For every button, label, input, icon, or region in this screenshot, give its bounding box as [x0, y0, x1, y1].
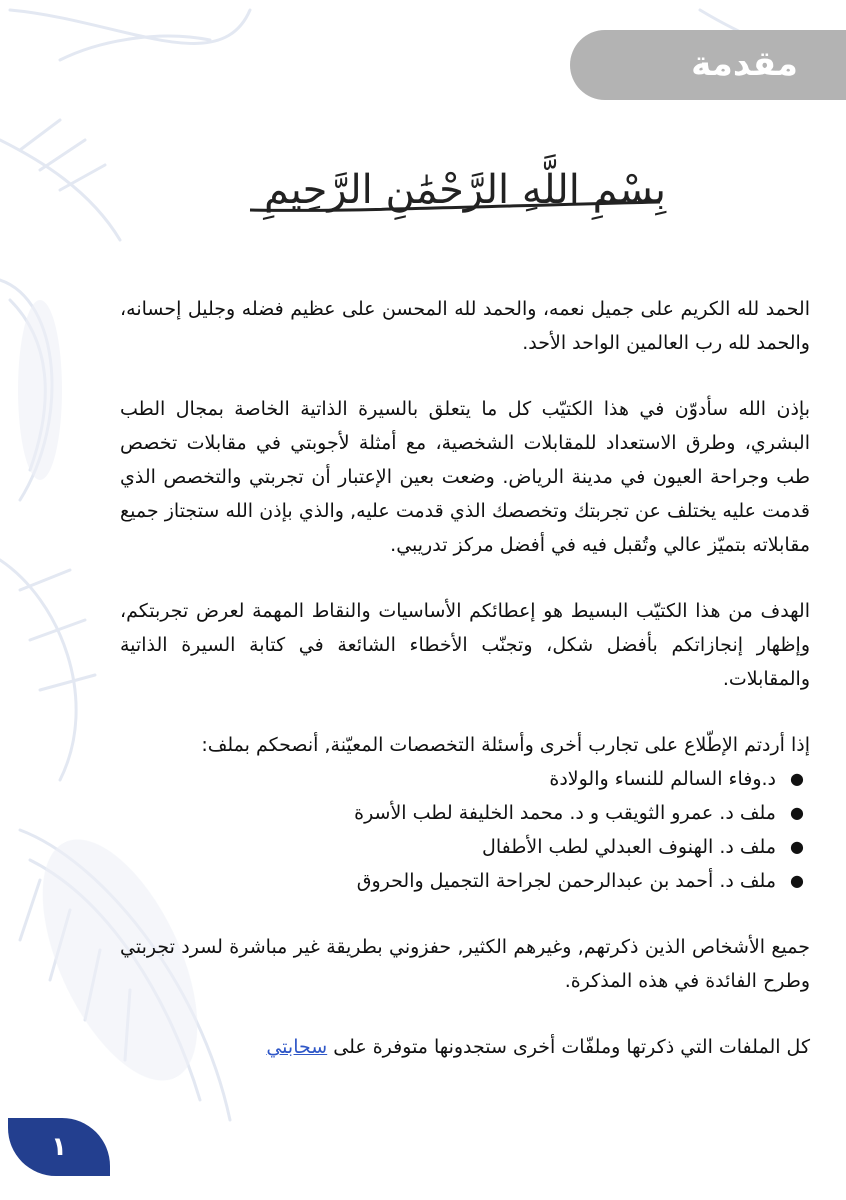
list-item — [120, 796, 804, 830]
list-item-text: ملف د. الهنوف العبدلي لطب الأطفال — [482, 836, 776, 858]
references-list — [120, 762, 810, 898]
paragraph-purpose: بإذن الله سأدوّن في هذا الكتيّب كل ما يتعلق بالسيرة الذاتية الخاصة بمجال الطب البشري، وطرق الاستعداد للمقابلات الشخصية، مع أمثلة لأجوبتي في مقابلات تخصص طب وجراحة العيون في مدينة الرياض. وضعت بعين الإعتبار أن تجربتي والتخصص الذي قدمت عليه يختلف عن تجربتك وتخصصك الذي قدمت عليه, والذي بإذن الله ستجتاز جميع مقابلاته بتميّز عالي وتُقبل فيه في أفضل مركز تدريبي. — [120, 398, 810, 556]
list-item — [120, 864, 804, 898]
list-item — [120, 762, 804, 796]
cloud-link[interactable]: سحابتي — [266, 1036, 328, 1058]
section-title: مقدمة — [691, 44, 798, 84]
list-item-text: د.وفاء السالم للنساء والولادة — [549, 768, 776, 790]
bullet-icon: ● — [790, 871, 804, 890]
paragraph-praise: الحمد لله الكريم على جميل نعمه، والحمد لله المحسن على عظيم فضله وجليل إحسانه، والحمد لله رب العالمين الواحد الأحد. — [120, 298, 810, 354]
list-item-text: ملف د. عمرو الثويقب و د. محمد الخليفة لطب الأسرة — [354, 802, 776, 824]
section-title-tab — [570, 30, 846, 100]
basmala-text: بِسْمِ اللَّهِ الرَّحْمَٰنِ الرَّحِيمِ — [263, 167, 667, 213]
bullet-icon: ● — [790, 769, 804, 788]
files-text: كل الملفات التي ذكرتها وملفّات أخرى ستجدونها متوفرة على — [327, 1036, 810, 1058]
paragraph-goal: الهدف من هذا الكتيّب البسيط هو إعطائكم الأساسيات والنقاط المهمة لعرض تجربتكم، وإظهار إنجازاتكم بأفضل شكل، وتجنّب الأخطاء الشائعة في كتابة السيرة الذاتية والمقابلات. — [120, 600, 810, 690]
page-number: ١ — [51, 1132, 67, 1162]
bullet-icon: ● — [790, 803, 804, 822]
bullet-icon: ● — [790, 837, 804, 856]
leaf-watermark-icon — [18, 300, 62, 480]
list-item-text: ملف د. أحمد بن عبدالرحمن لجراحة التجميل والحروق — [356, 870, 776, 892]
basmala-calligraphy — [230, 140, 700, 240]
intro-content — [120, 292, 810, 1096]
list-item — [120, 830, 804, 864]
paragraph-thanks: جميع الأشخاص الذين ذكرتهم, وغيرهم الكثير, حفزوني بطريقة غير مباشرة لسرد تجربتي وطرح الفائدة في هذه المذكرة. — [120, 936, 810, 992]
paragraph-files — [120, 1030, 810, 1064]
leaf-watermark-icon — [0, 560, 76, 780]
paragraph-references-intro: إذا أردتم الإطّلاع على تجارب أخرى وأسئلة التخصصات المعيّنة, أنصحكم بملف: — [201, 734, 810, 756]
page-number-badge — [8, 1118, 110, 1176]
leaf-watermark-icon — [60, 36, 210, 60]
